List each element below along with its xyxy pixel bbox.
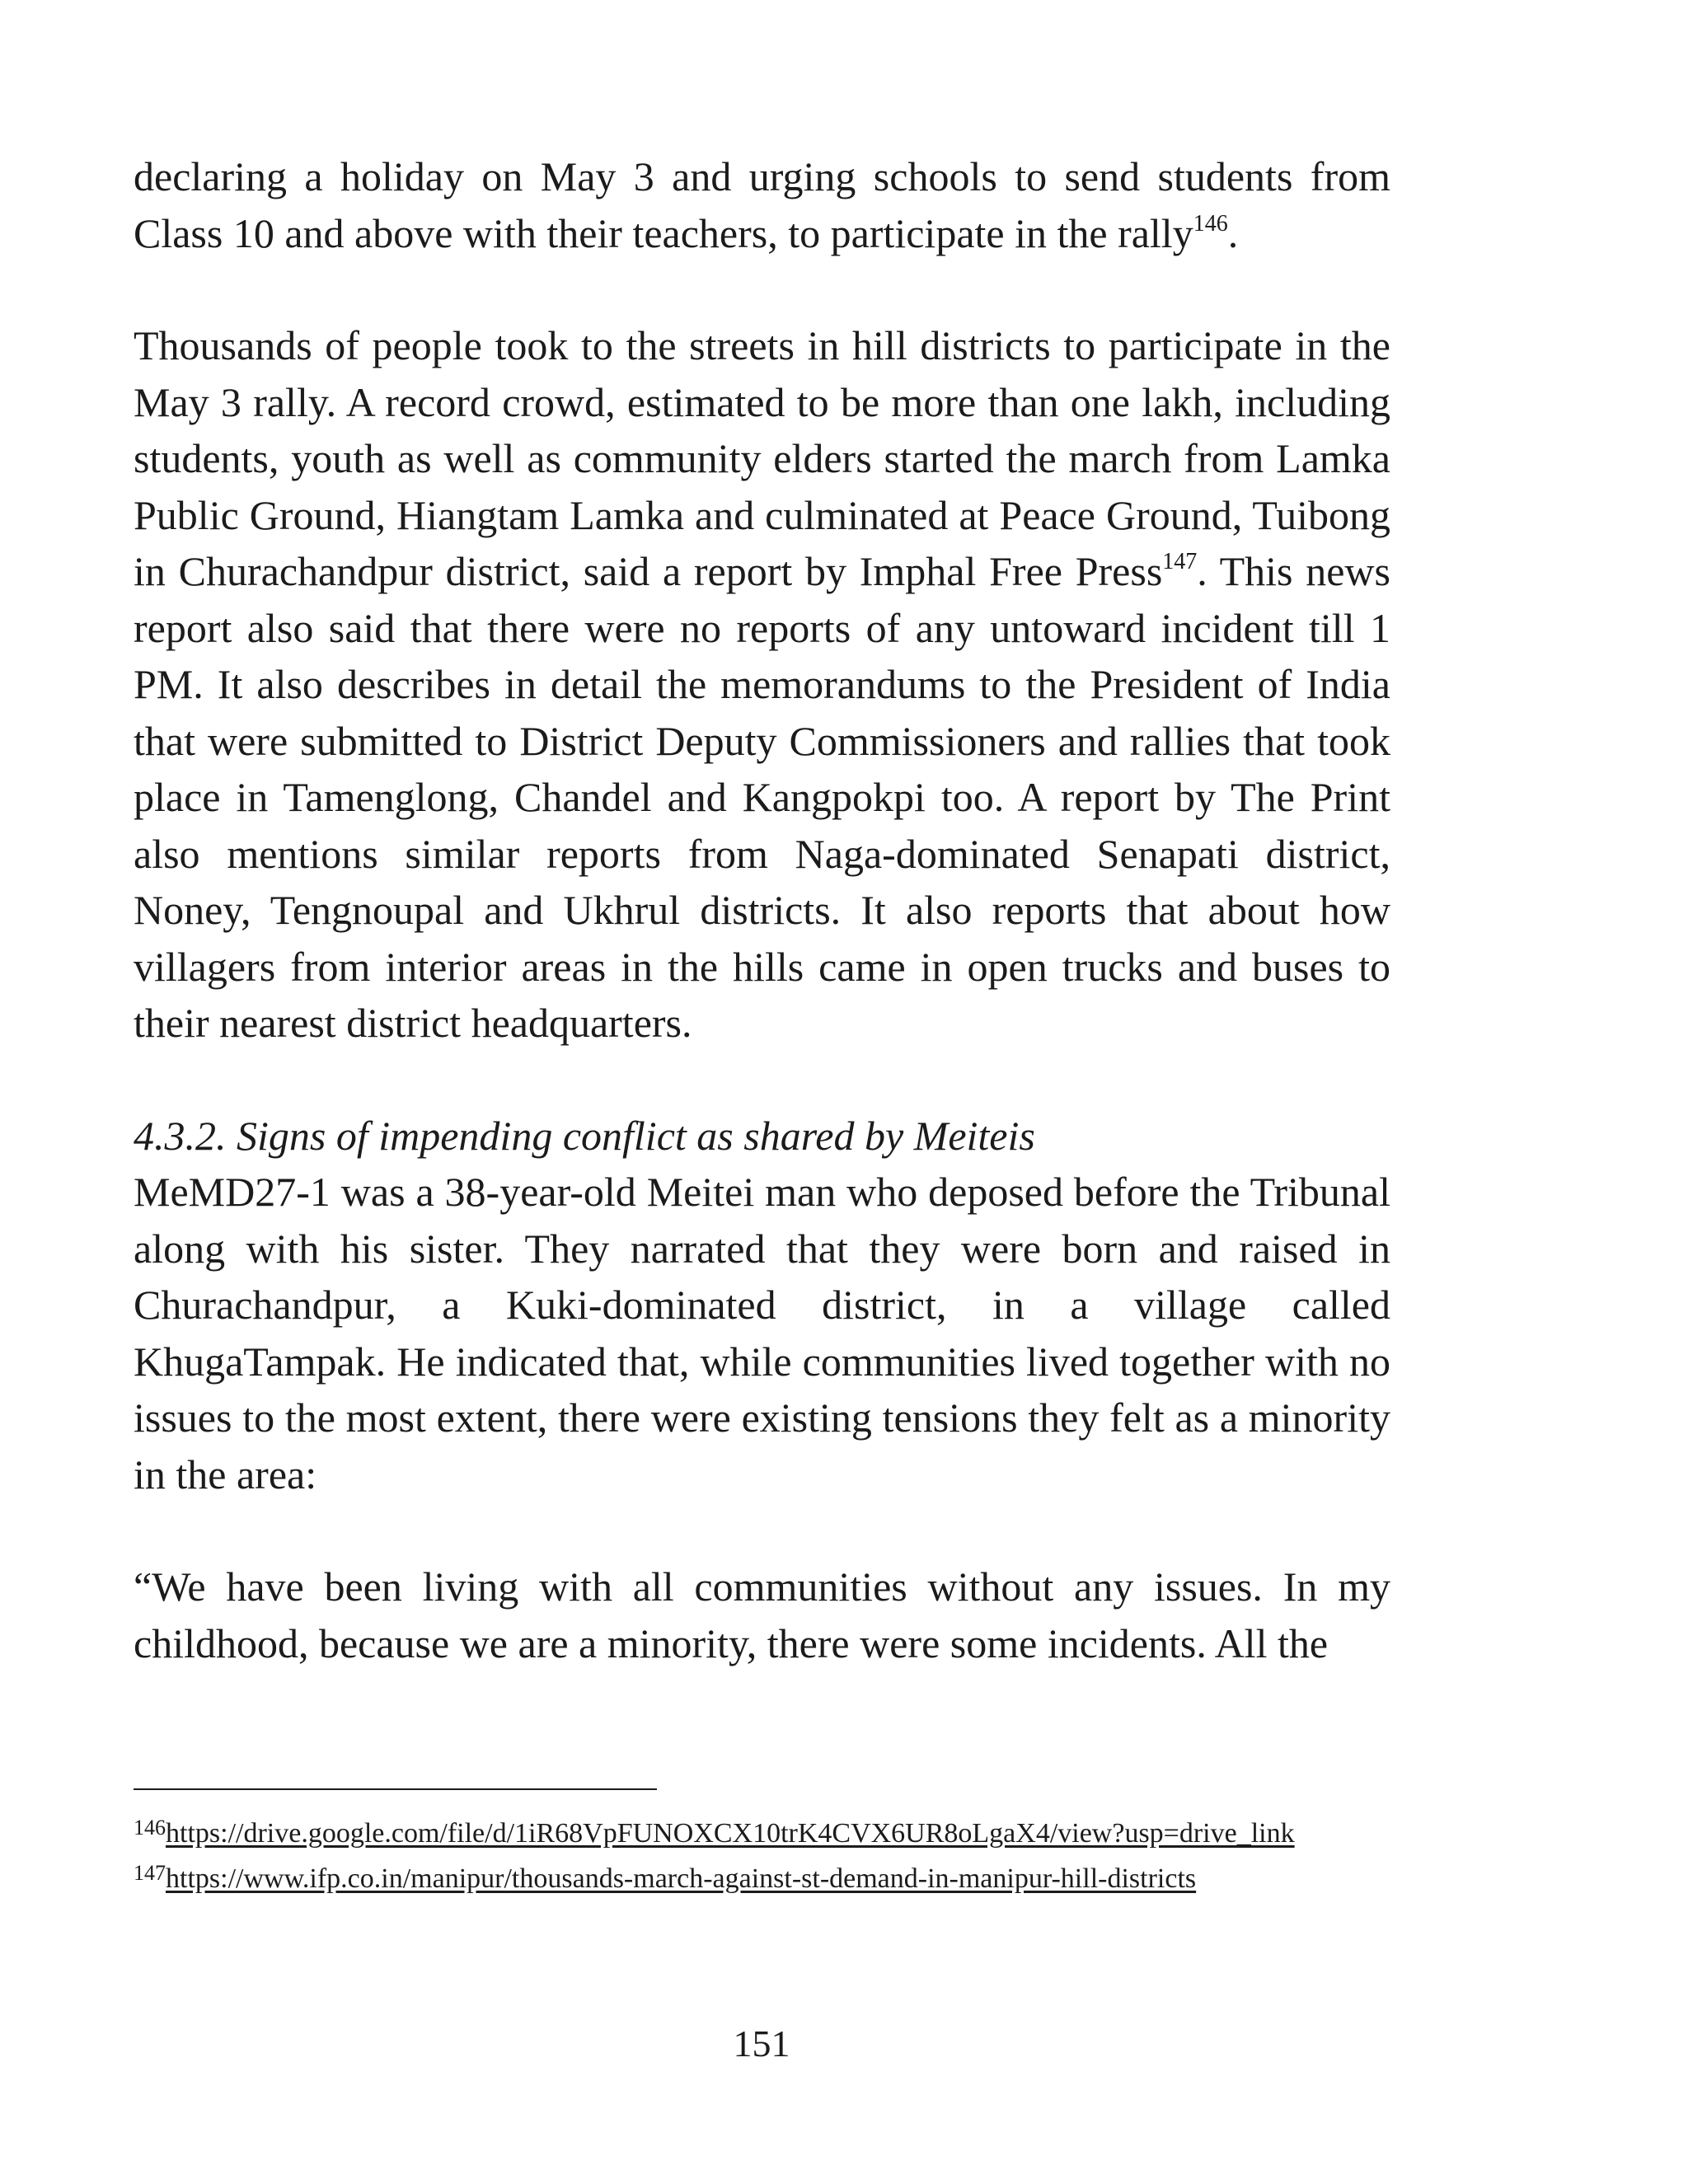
page-body — [134, 148, 1390, 1727]
footnote-divider — [134, 1788, 657, 1790]
footnote-link[interactable]: https://www.ifp.co.in/manipur/thousands-march-against-st-demand-in-manipur-hill-districts — [166, 1863, 1197, 1894]
footnote-147 — [134, 1856, 1390, 1901]
paragraph-text-continued: . This news report also said that there were no reports of any untoward incident till 1 PM. It also describes in detail the memorandums to the President of India that were submitted to District Deputy Commissioners and rallies that took place in Tamenglong, Chandel and Kangpokpi too. A report by The Print also mentions similar reports from Naga-dominated Senapati district, Noney, Tengnoupal and Ukhrul districts. It also reports that about how villagers from interior areas in the hills came in open trucks and buses to their nearest district headquarters. — [134, 548, 1391, 1046]
paragraph-testimony-intro: MeMD27-1 was a 38-year-old Meitei man who deposed before the Tribunal along with his sister. They narrated that they were born and raised in Churachandpur, a Kuki-dominated district, in a village called KhugaTampak. He indicated that, while communities lived together with no issues to the most extent, there were existing tensions they felt as a minority in the area: — [134, 1169, 1390, 1497]
footnote-ref-146[interactable]: 146 — [1193, 210, 1228, 237]
footnote-number: 147 — [134, 1861, 166, 1885]
footnote-146 — [134, 1811, 1390, 1856]
paragraph-text: declaring a holiday on May 3 and urging schools to send students from Class 10 and above with their teachers, to participate in the rally — [134, 153, 1390, 256]
paragraph-rally-report — [134, 317, 1390, 1052]
paragraph-testimony-quote: “We have been living with all communities without any issues. In my childhood, because we are a minority, there were some incidents. All the — [134, 1563, 1390, 1666]
footnote-ref-147[interactable]: 147 — [1162, 549, 1198, 574]
section-heading: 4.3.2. Signs of impending conflict as shared by Meiteis — [134, 1112, 1035, 1159]
footnote-number: 146 — [134, 1816, 166, 1840]
page-number: 151 — [733, 2022, 790, 2064]
footnotes — [134, 1811, 1390, 1901]
paragraph-text: Thousands of people took to the streets in hill districts to participate in the May 3 rally. A record crowd, estimated to be more than one lakh, including students, youth as well as community elders started the march from Lamka Public Ground, Hiangtam Lamka and culminated at Peace Ground, Tuibong in Churachandpur district, said a report by Imphal Free Press — [134, 322, 1390, 594]
paragraph-rally-holiday — [134, 148, 1390, 261]
footnote-link[interactable]: https://drive.google.com/file/d/1iR68VpFUNOXCX10trK4CVX6UR8oLgaX4/view?usp=drive_link — [166, 1818, 1295, 1849]
paragraph-tail: . — [1227, 209, 1239, 256]
